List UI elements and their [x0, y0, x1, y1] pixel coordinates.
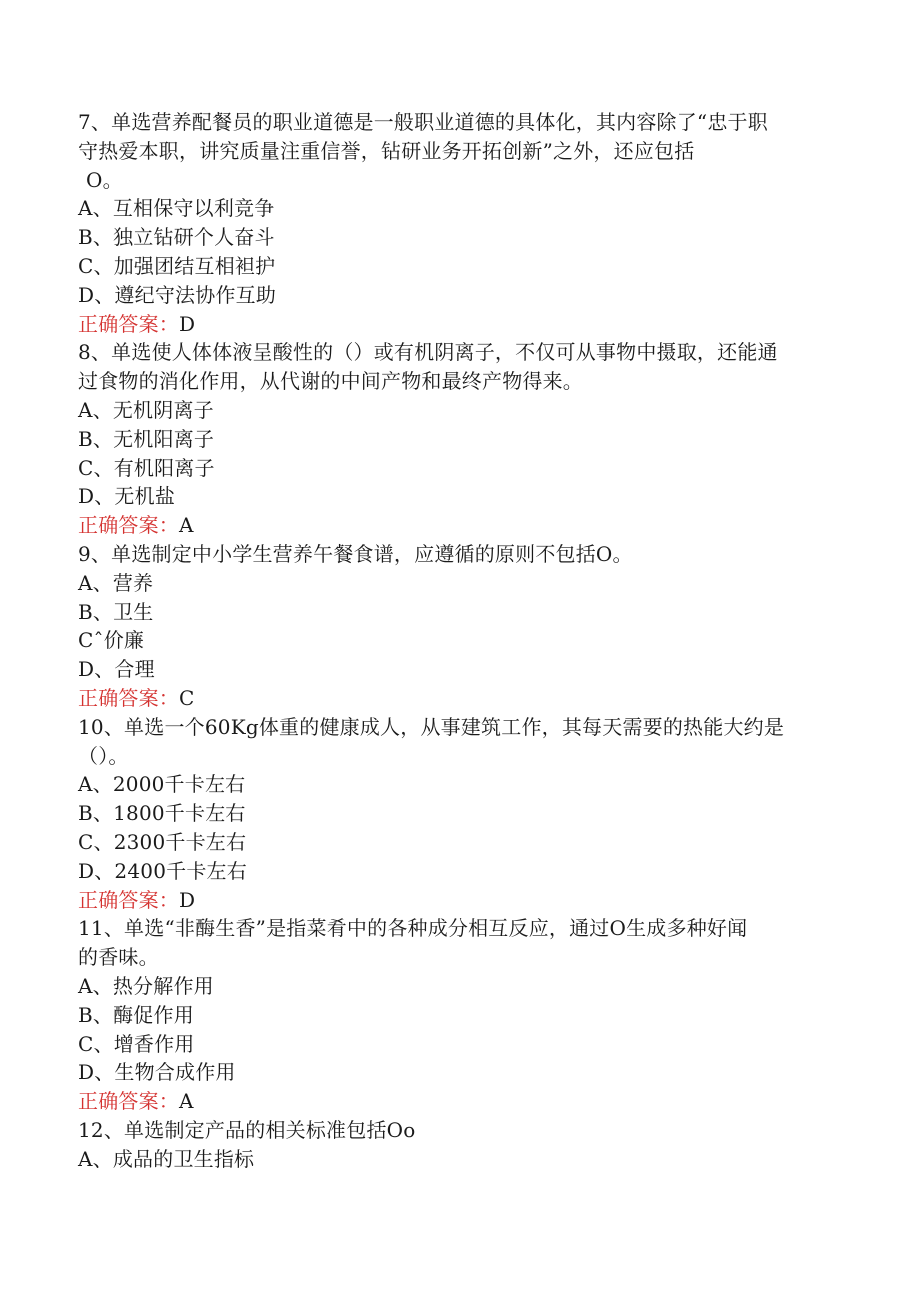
- correct-answer: [78, 684, 838, 713]
- answer-label: 正确答案：: [78, 887, 179, 912]
- question-9: [78, 540, 838, 713]
- correct-answer: [78, 1087, 838, 1116]
- answer-label: 正确答案：: [78, 311, 179, 336]
- answer-label: 正确答案：: [78, 685, 179, 710]
- option-a: A、成品的卫生指标: [78, 1146, 255, 1171]
- option-d: D、无机盐: [78, 484, 176, 509]
- question-7: [78, 108, 838, 338]
- option-a: A、互相保守以利竞争: [78, 196, 275, 221]
- option-b: B、卫生: [78, 599, 154, 624]
- question-text-line: （）。: [78, 743, 129, 768]
- option-b: B、无机阳离子: [78, 426, 215, 451]
- option-d: D、遵纪守法协作互助: [78, 282, 277, 307]
- option-c: C、2300千卡左右: [78, 829, 247, 854]
- option-c: C、有机阳离子: [78, 455, 215, 480]
- question-text-line: 守热爱本职，讲究质量注重信誉，钻研业务开拓创新”之外，还应包括: [78, 138, 695, 163]
- question-10: [78, 713, 838, 915]
- question-text-line: 12、单选制定产品的相关标准包括Oo: [78, 1117, 416, 1142]
- question-text-line: 的香味。: [78, 945, 159, 970]
- answer-value: D: [179, 311, 196, 336]
- question-text-line: 10、单选一个60Kg体重的健康成人，从事建筑工作，其每天需要的热能大约是: [78, 714, 785, 739]
- answer-value: D: [179, 887, 196, 912]
- option-c: Cˆ价廉: [78, 628, 145, 653]
- option-a: A、营养: [78, 570, 154, 595]
- question-text-line: 11、单选“非酶生香”是指菜肴中的各种成分相互反应，通过O生成多种好闻: [78, 916, 748, 941]
- question-text-line: O。: [86, 167, 123, 192]
- question-text-line: 8、单选使人体体液呈酸性的（）或有机阴离子，不仅可从事物中摄取，还能通: [78, 340, 778, 365]
- answer-value: C: [179, 685, 195, 710]
- option-a: A、2000千卡左右: [78, 772, 246, 797]
- document-page: [78, 108, 838, 1173]
- option-d: D、合理: [78, 657, 155, 682]
- option-a: A、热分解作用: [78, 973, 214, 998]
- correct-answer: [78, 310, 838, 339]
- correct-answer: [78, 886, 838, 915]
- question-12: [78, 1116, 838, 1174]
- option-d: D、2400千卡左右: [78, 858, 247, 883]
- question-text-line: 7、单选营养配餐员的职业道德是一般职业道德的具体化，其内容除了“忠于职: [78, 110, 768, 134]
- question-text-line: 9、单选制定中小学生营养午餐食谱，应遵循的原则不包括O。: [78, 541, 633, 566]
- question-11: [78, 914, 838, 1116]
- question-text-line: 过食物的消化作用，从代谢的中间产物和最终产物得来。: [78, 369, 583, 394]
- option-d: D、生物合成作用: [78, 1060, 236, 1085]
- option-a: A、无机阴离子: [78, 397, 214, 422]
- option-c: C、加强团结互相袒护: [78, 253, 276, 278]
- option-b: B、1800千卡左右: [78, 801, 246, 826]
- answer-value: A: [179, 513, 194, 538]
- option-b: B、酶促作用: [78, 1002, 194, 1027]
- answer-label: 正确答案：: [78, 1089, 179, 1114]
- answer-label: 正确答案：: [78, 513, 179, 538]
- correct-answer: [78, 511, 838, 540]
- option-b: B、独立钻研个人奋斗: [78, 225, 275, 250]
- answer-value: A: [179, 1089, 194, 1114]
- option-c: C、增香作用: [78, 1031, 195, 1056]
- question-8: [78, 338, 838, 540]
